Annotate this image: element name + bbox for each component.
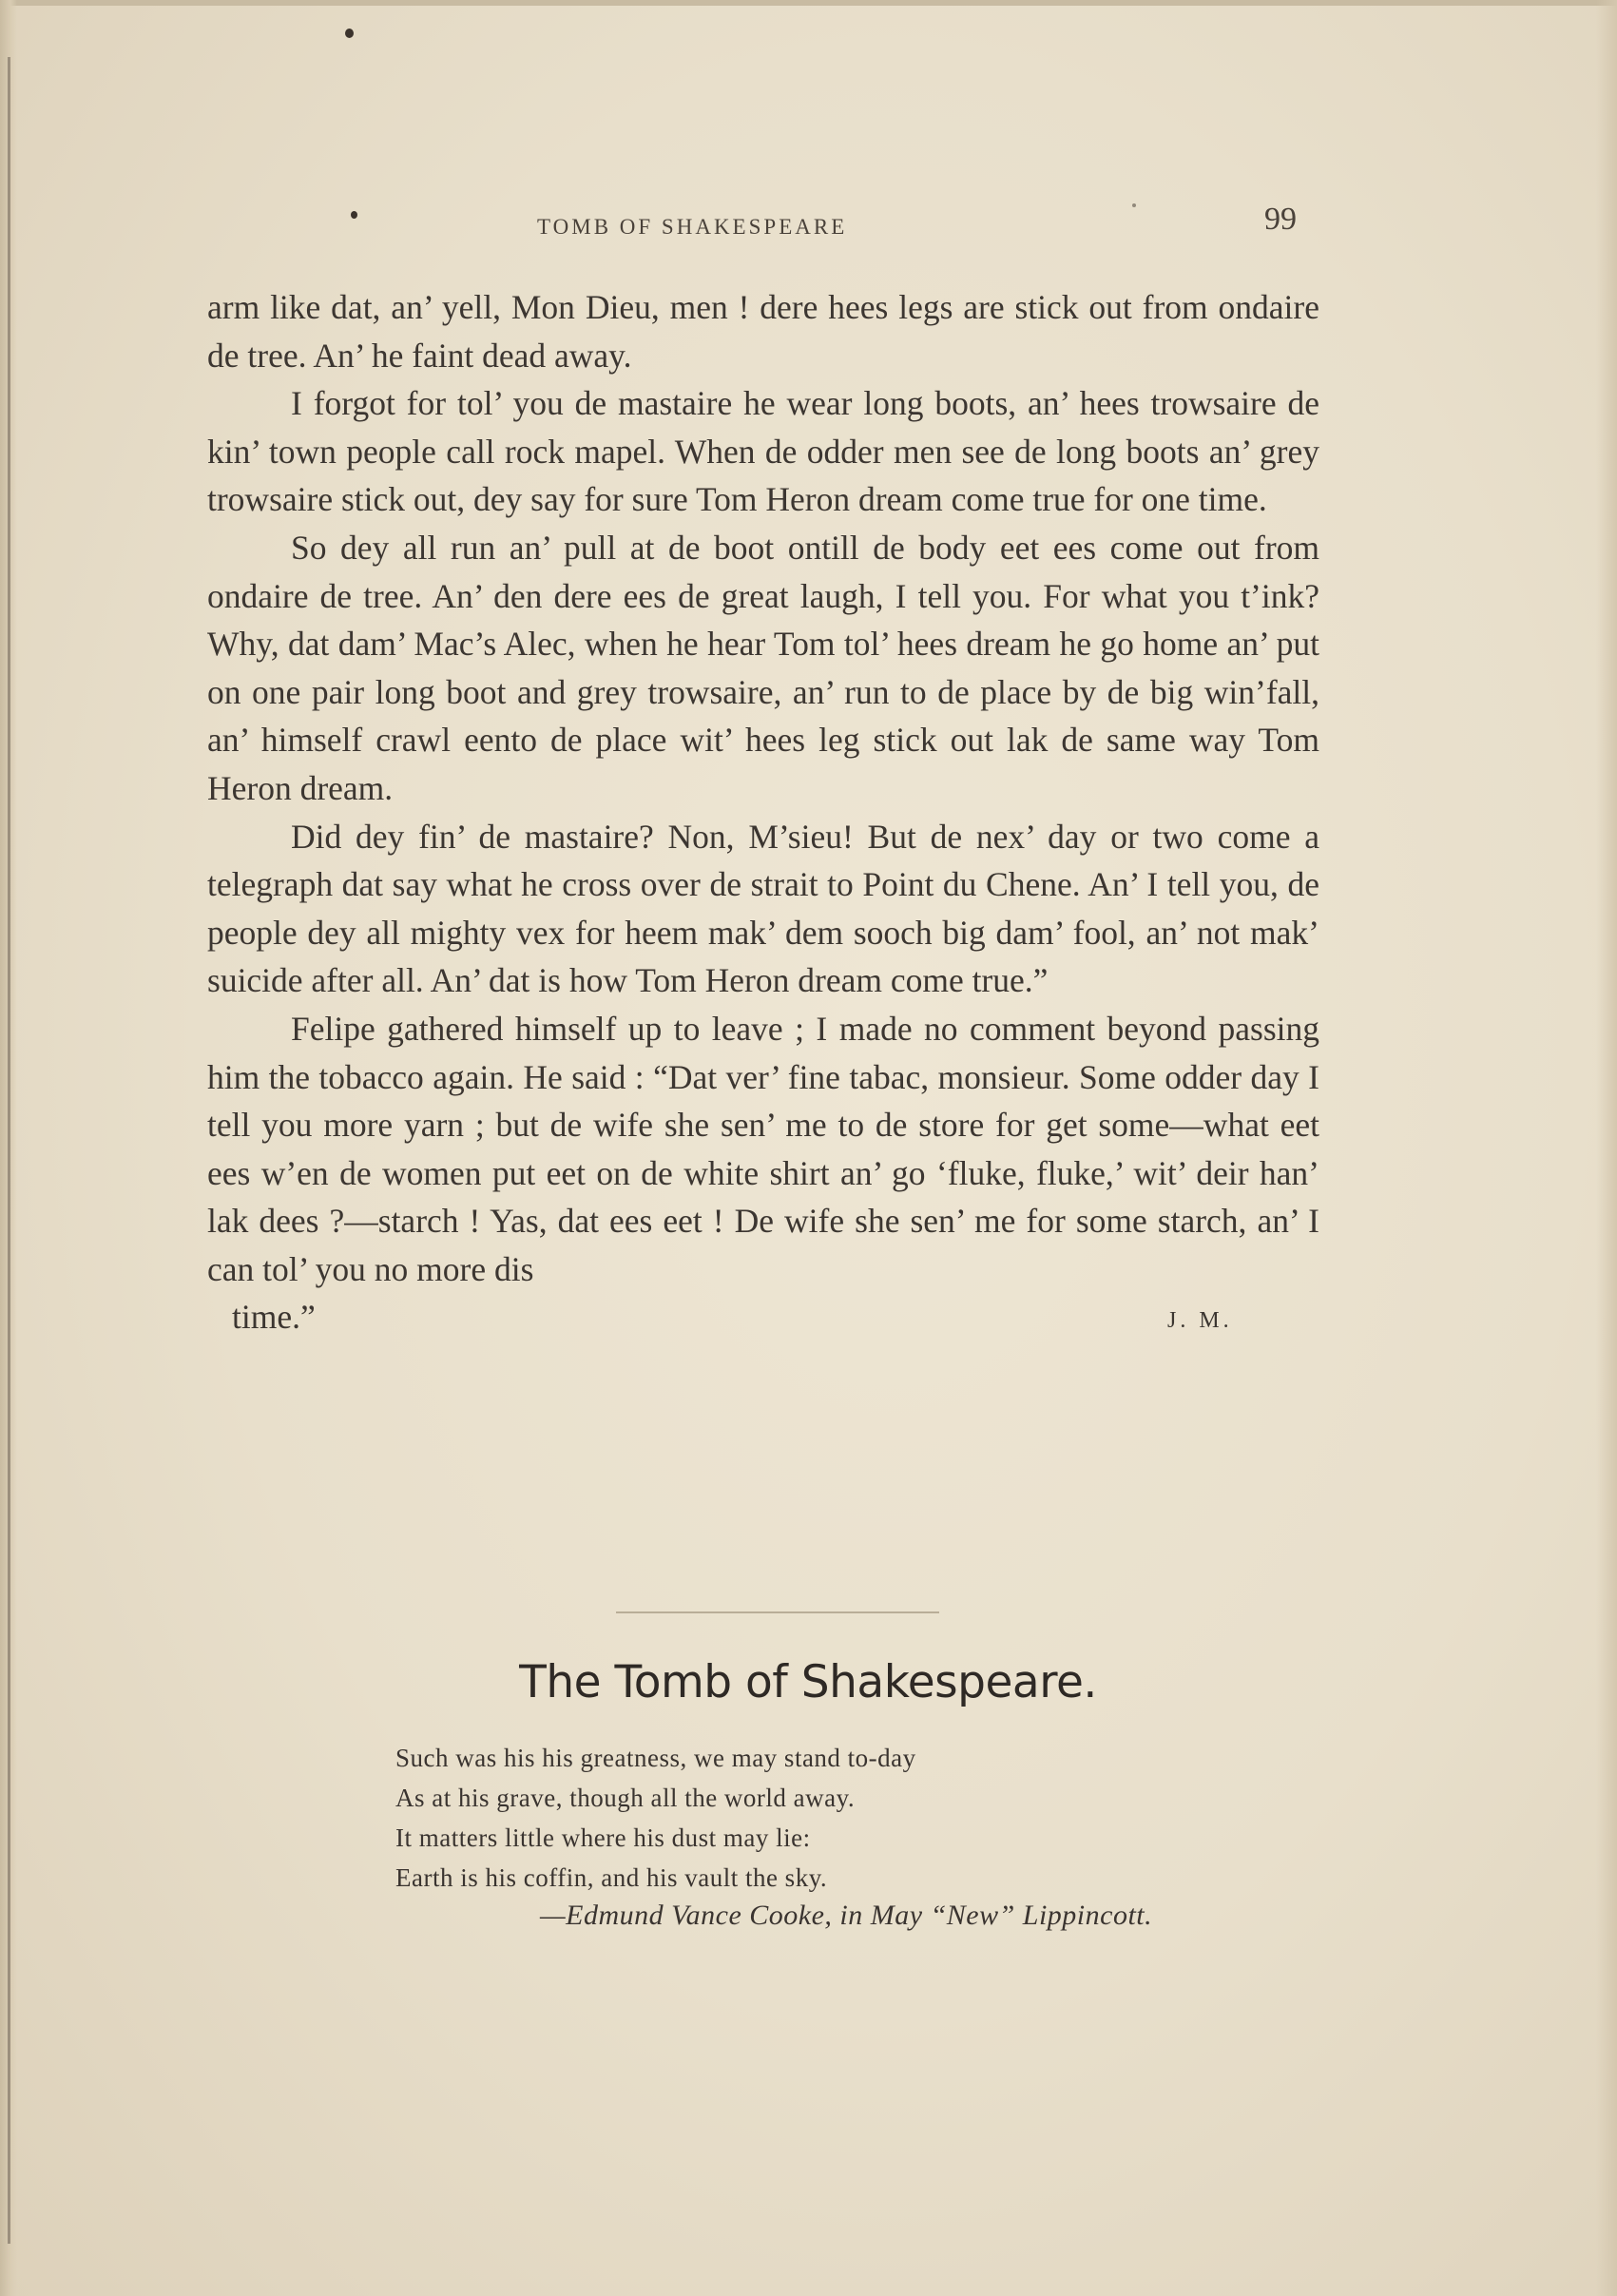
page-right-edge xyxy=(1596,0,1617,2296)
paragraph: Felipe gathered himself up to leave ; I made no comment beyond passing him the tobacco again. He said : “Dat ver’ fine tabac, monsieur. Some odder day I tell you more yarn ; but de wife she sen’ me to de store for get some—what eet ees w’en de women put eet on de white shirt an’ go ‘fluke, fluke,’ wit’ deir han’ lak dees ?—starch ! Yas, dat ees eet ! De wife she sen’ me for some starch, an’ I can tol’ you no more dis xyxy=(207,1009,1319,1288)
section-divider xyxy=(616,1611,939,1613)
ink-speck xyxy=(351,211,357,219)
page-top-edge xyxy=(0,0,1617,6)
page-number: 99 xyxy=(1264,202,1297,237)
paragraph: So dey all run an’ pull at de boot ontill de body eet ees come out from ondaire de tree. An’ den dere ees de great laugh, I tell you. For what you t’ink? Why, dat dam’ Mac’s Alec, when he hear Tom tol’ hees dream he go home an’ put on one pair long boot and grey trowsaire, an’ run to de place by de big win’fall, an’ himself crawl eento de place wit’ hees leg stick out lak de same way Tom Heron dream. xyxy=(207,528,1319,807)
author-initials: J. M. xyxy=(1167,1308,1233,1334)
ink-speck xyxy=(345,29,354,38)
poem-line: It matters little where his dust may lie: xyxy=(395,1823,811,1852)
poem-attribution: —Edmund Vance Cooke, in May “New” Lippincott. xyxy=(540,1900,1153,1931)
poem-title: The Tomb of Shakespeare. xyxy=(519,1656,1097,1708)
poem-line: As at his grave, though all the world away. xyxy=(395,1784,856,1812)
binding-line xyxy=(8,57,10,2244)
running-head: TOMB OF SHAKESPEARE xyxy=(537,215,848,239)
closing-word: time.” xyxy=(232,1298,316,1337)
paragraph: I forgot for tol’ you de mastaire he wear long boots, an’ hees trowsaire de kin’ town people call rock mapel. When de odder men see de long boots an’ grey trowsaire stick out, dey say for sure Tom Heron dream come true for one time. xyxy=(207,384,1319,519)
paragraph: Did dey fin’ de mastaire? Non, M’sieu! But de nex’ day or two come a telegraph dat say what he cross over de strait to Point du Chene. An’ I tell you, de people dey all mighty vex for heem mak’ dem sooch big dam’ fool, an’ not mak’ suicide after all. An’ dat is how Tom Heron dream come true.” xyxy=(207,817,1319,1000)
signature-line xyxy=(207,1293,1319,1341)
poem-line: Earth is his coffin, and his vault the sky. xyxy=(395,1863,828,1892)
body-text xyxy=(207,283,1319,1341)
paragraph-continued: arm like dat, an’ yell, Mon Dieu, men ! dere hees legs are stick out from ondaire de tree. An’ he faint dead away. xyxy=(207,288,1319,375)
poem-line: Such was his his greatness, we may stand to-day xyxy=(395,1744,916,1772)
poem xyxy=(395,1738,916,1898)
ink-speck xyxy=(1132,203,1136,207)
